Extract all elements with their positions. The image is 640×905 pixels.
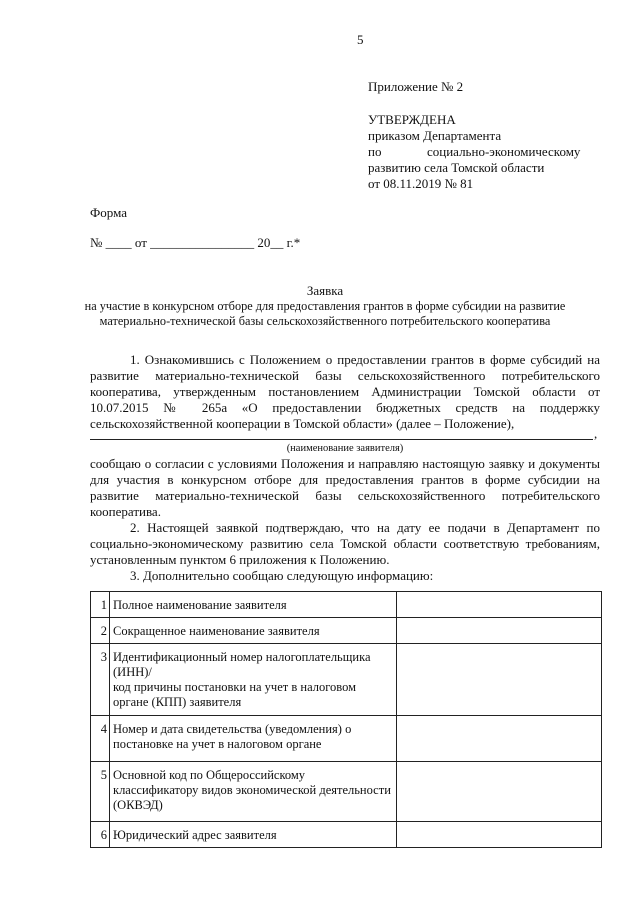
para1-line-7: для участия в конкурсном отборе для предоставления грантов в форме субсидии на — [90, 472, 600, 487]
row-label: Полное наименование заявителя — [110, 592, 397, 618]
applicant-blank-comma: , — [594, 426, 598, 441]
approval-line-1: приказом Департамента — [368, 128, 502, 143]
form-label: Форма — [90, 205, 127, 220]
row-number: 3 — [91, 644, 110, 716]
approval-line-3: развитию села Томской области — [368, 160, 545, 175]
para1-line-3: кооператива, утвержденным постановлением Администрации Томской области от — [90, 384, 600, 399]
page-number: 5 — [357, 32, 364, 47]
row-label: Идентификационный номер налогоплательщика (ИНН)/ код причины постановки на учет в налоговом органе (КПП) заявителя — [110, 644, 397, 716]
table-row — [91, 644, 602, 716]
row-value-cell[interactable] — [397, 592, 602, 618]
approval-line-2-left: по — [368, 144, 382, 159]
para2-line-1: 2. Настоящей заявкой подтверждаю, что на дату ее подачи в Департамент по — [130, 520, 600, 535]
table-row — [91, 592, 602, 618]
document-title: Заявка — [306, 283, 344, 298]
para1-line-9: кооператива. — [90, 504, 161, 519]
row-number: 5 — [91, 762, 110, 822]
row-number: 6 — [91, 822, 110, 848]
row-label: Юридический адрес заявителя — [110, 822, 397, 848]
row-value-cell[interactable] — [397, 822, 602, 848]
row-label: Основной код по Общероссийскому классификатору видов экономической деятельности (ОКВЭД) — [110, 762, 397, 822]
row-value-cell[interactable] — [397, 644, 602, 716]
table-row — [91, 618, 602, 644]
table-row — [91, 762, 602, 822]
row-value-cell[interactable] — [397, 716, 602, 762]
para1-line-1: 1. Ознакомившись с Положением о предоставлении грантов в форме субсидий на — [130, 352, 600, 367]
para2-line-3: установленным пунктом 6 приложения к Положению. — [90, 552, 390, 567]
para1-line-2: развитие материально-технической базы сельскохозяйственного потребительского — [90, 368, 600, 383]
table-row — [91, 822, 602, 848]
appendix-label: Приложение № 2 — [368, 79, 464, 94]
document-subtitle-2: материально-технической базы сельскохозяйственного потребительского кооператива — [99, 314, 551, 328]
para3: 3. Дополнительно сообщаю следующую информацию: — [130, 568, 434, 583]
form-number-line: № ____ от ________________ 20__ г.* — [90, 235, 301, 250]
applicant-info-table — [90, 591, 602, 848]
row-number: 2 — [91, 618, 110, 644]
approved-heading: УТВЕРЖДЕНА — [368, 112, 456, 127]
document-subtitle-1: на участие в конкурсном отборе для предоставления грантов в форме субсидии на развитие — [84, 299, 566, 313]
para1-line-5: сельскохозяйственной кооперации в Томской области» (далее – Положение), — [90, 416, 515, 431]
para2-line-2: социально-экономическому развитию села Томской области соответствую требованиям, — [90, 536, 600, 551]
approval-line-2-right: социально-экономическому — [427, 144, 581, 159]
row-number: 1 — [91, 592, 110, 618]
row-label: Сокращенное наименование заявителя — [110, 618, 397, 644]
row-number: 4 — [91, 716, 110, 762]
row-value-cell[interactable] — [397, 762, 602, 822]
row-label: Номер и дата свидетельства (уведомления) о постановке на учет в налоговом органе — [110, 716, 397, 762]
table-row — [91, 716, 602, 762]
row-value-cell[interactable] — [397, 618, 602, 644]
applicant-name-blank — [90, 439, 593, 440]
para1-line-6: сообщаю о согласии с условиями Положения и направляю настоящую заявку и документы — [90, 456, 600, 471]
para1-line-4: 10.07.2015 № 265а «О предоставлении бюджетных средств на поддержку — [90, 400, 600, 415]
approval-line-4: от 08.11.2019 № 81 — [368, 176, 474, 191]
para1-line-8: развитие материально-технической базы сельскохозяйственного потребительского — [90, 488, 600, 503]
applicant-name-caption: (наименование заявителя) — [286, 443, 404, 454]
